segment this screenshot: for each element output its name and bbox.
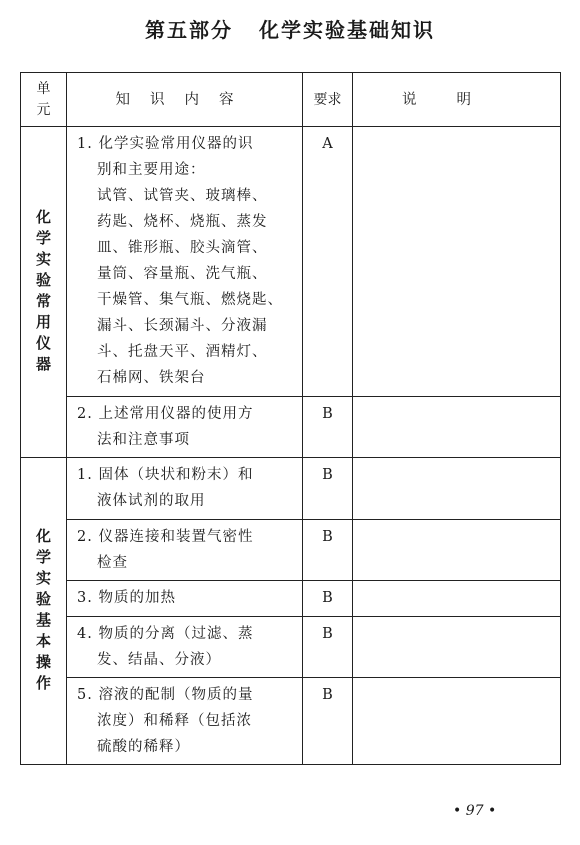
content-line: 液体试剂的取用 — [97, 493, 206, 509]
knowledge-content-cell — [67, 458, 303, 520]
knowledge-content-cell — [67, 581, 303, 617]
notes-cell — [353, 617, 561, 678]
content-line: 漏斗、长颈漏斗、分液漏 — [97, 318, 268, 334]
part-name: 化学实验基础知识 — [259, 18, 435, 42]
notes-cell — [353, 581, 561, 617]
requirement-cell: A — [303, 127, 353, 397]
header-unit: 单元 — [21, 73, 67, 127]
knowledge-content-cell — [67, 397, 303, 458]
content-line: 浓度）和稀释（包括浓 — [97, 713, 252, 729]
content-line: 发、结晶、分液） — [97, 652, 221, 668]
knowledge-content-cell — [67, 617, 303, 678]
content-line: 量筒、容量瓶、洗气瓶、 — [97, 266, 268, 282]
requirement-cell: B — [303, 397, 353, 458]
table-row — [21, 617, 561, 678]
unit-name-cell — [21, 127, 67, 458]
notes-cell — [353, 458, 561, 520]
content-line: 检查 — [97, 555, 128, 571]
content-line: 试管、试管夹、玻璃棒、 — [97, 188, 268, 204]
part-label: 第五部分 — [145, 18, 233, 42]
knowledge-content-cell — [67, 678, 303, 765]
page-title — [0, 14, 580, 43]
notes-cell — [353, 397, 561, 458]
notes-cell — [353, 127, 561, 397]
content-line: 3. 物质的加热 — [77, 590, 176, 606]
header-notes: 说明 — [353, 73, 561, 127]
content-line: 法和注意事项 — [97, 432, 190, 448]
notes-cell — [353, 678, 561, 765]
knowledge-content-cell — [67, 127, 303, 397]
header-requirement: 要求 — [303, 73, 353, 127]
content-line: 别和主要用途： — [97, 162, 206, 178]
content-line: 石棉网、铁架台 — [97, 370, 206, 386]
content-line: 5. 溶液的配制（物质的量 — [77, 687, 254, 703]
content-line: 2. 仪器连接和装置气密性 — [77, 529, 254, 545]
notes-cell — [353, 520, 561, 581]
table-header-row — [21, 73, 561, 127]
header-content: 知识内容 — [67, 73, 303, 127]
requirement-cell: B — [303, 617, 353, 678]
content-line: 1. 固体（块状和粉末）和 — [77, 467, 254, 483]
knowledge-content-cell — [67, 520, 303, 581]
table-row — [21, 127, 561, 397]
content-line: 斗、托盘天平、酒精灯、 — [97, 344, 268, 360]
content-line: 皿、锥形瓶、胶头滴管、 — [97, 240, 268, 256]
table-row — [21, 397, 561, 458]
requirement-cell: B — [303, 581, 353, 617]
content-line: 干燥管、集气瓶、燃烧匙、 — [97, 292, 283, 308]
unit-name-cell — [21, 458, 67, 765]
knowledge-table — [20, 72, 561, 765]
table-row — [21, 520, 561, 581]
table-row — [21, 678, 561, 765]
content-line: 4. 物质的分离（过滤、蒸 — [77, 626, 254, 642]
table-row — [21, 458, 561, 520]
requirement-cell: B — [303, 520, 353, 581]
content-line: 硫酸的稀释） — [97, 739, 190, 755]
unit-name: 化学实验基本操作 — [35, 526, 51, 692]
requirement-cell: B — [303, 678, 353, 765]
table-row — [21, 581, 561, 617]
unit-name: 化学实验常用仪器 — [35, 207, 51, 373]
content-line: 2. 上述常用仪器的使用方 — [77, 406, 254, 422]
content-line: 1. 化学实验常用仪器的识 — [77, 136, 254, 152]
requirement-cell: B — [303, 458, 353, 520]
content-line: 药匙、烧杯、烧瓶、蒸发 — [97, 214, 268, 230]
page-number: • 97 • — [453, 803, 497, 819]
